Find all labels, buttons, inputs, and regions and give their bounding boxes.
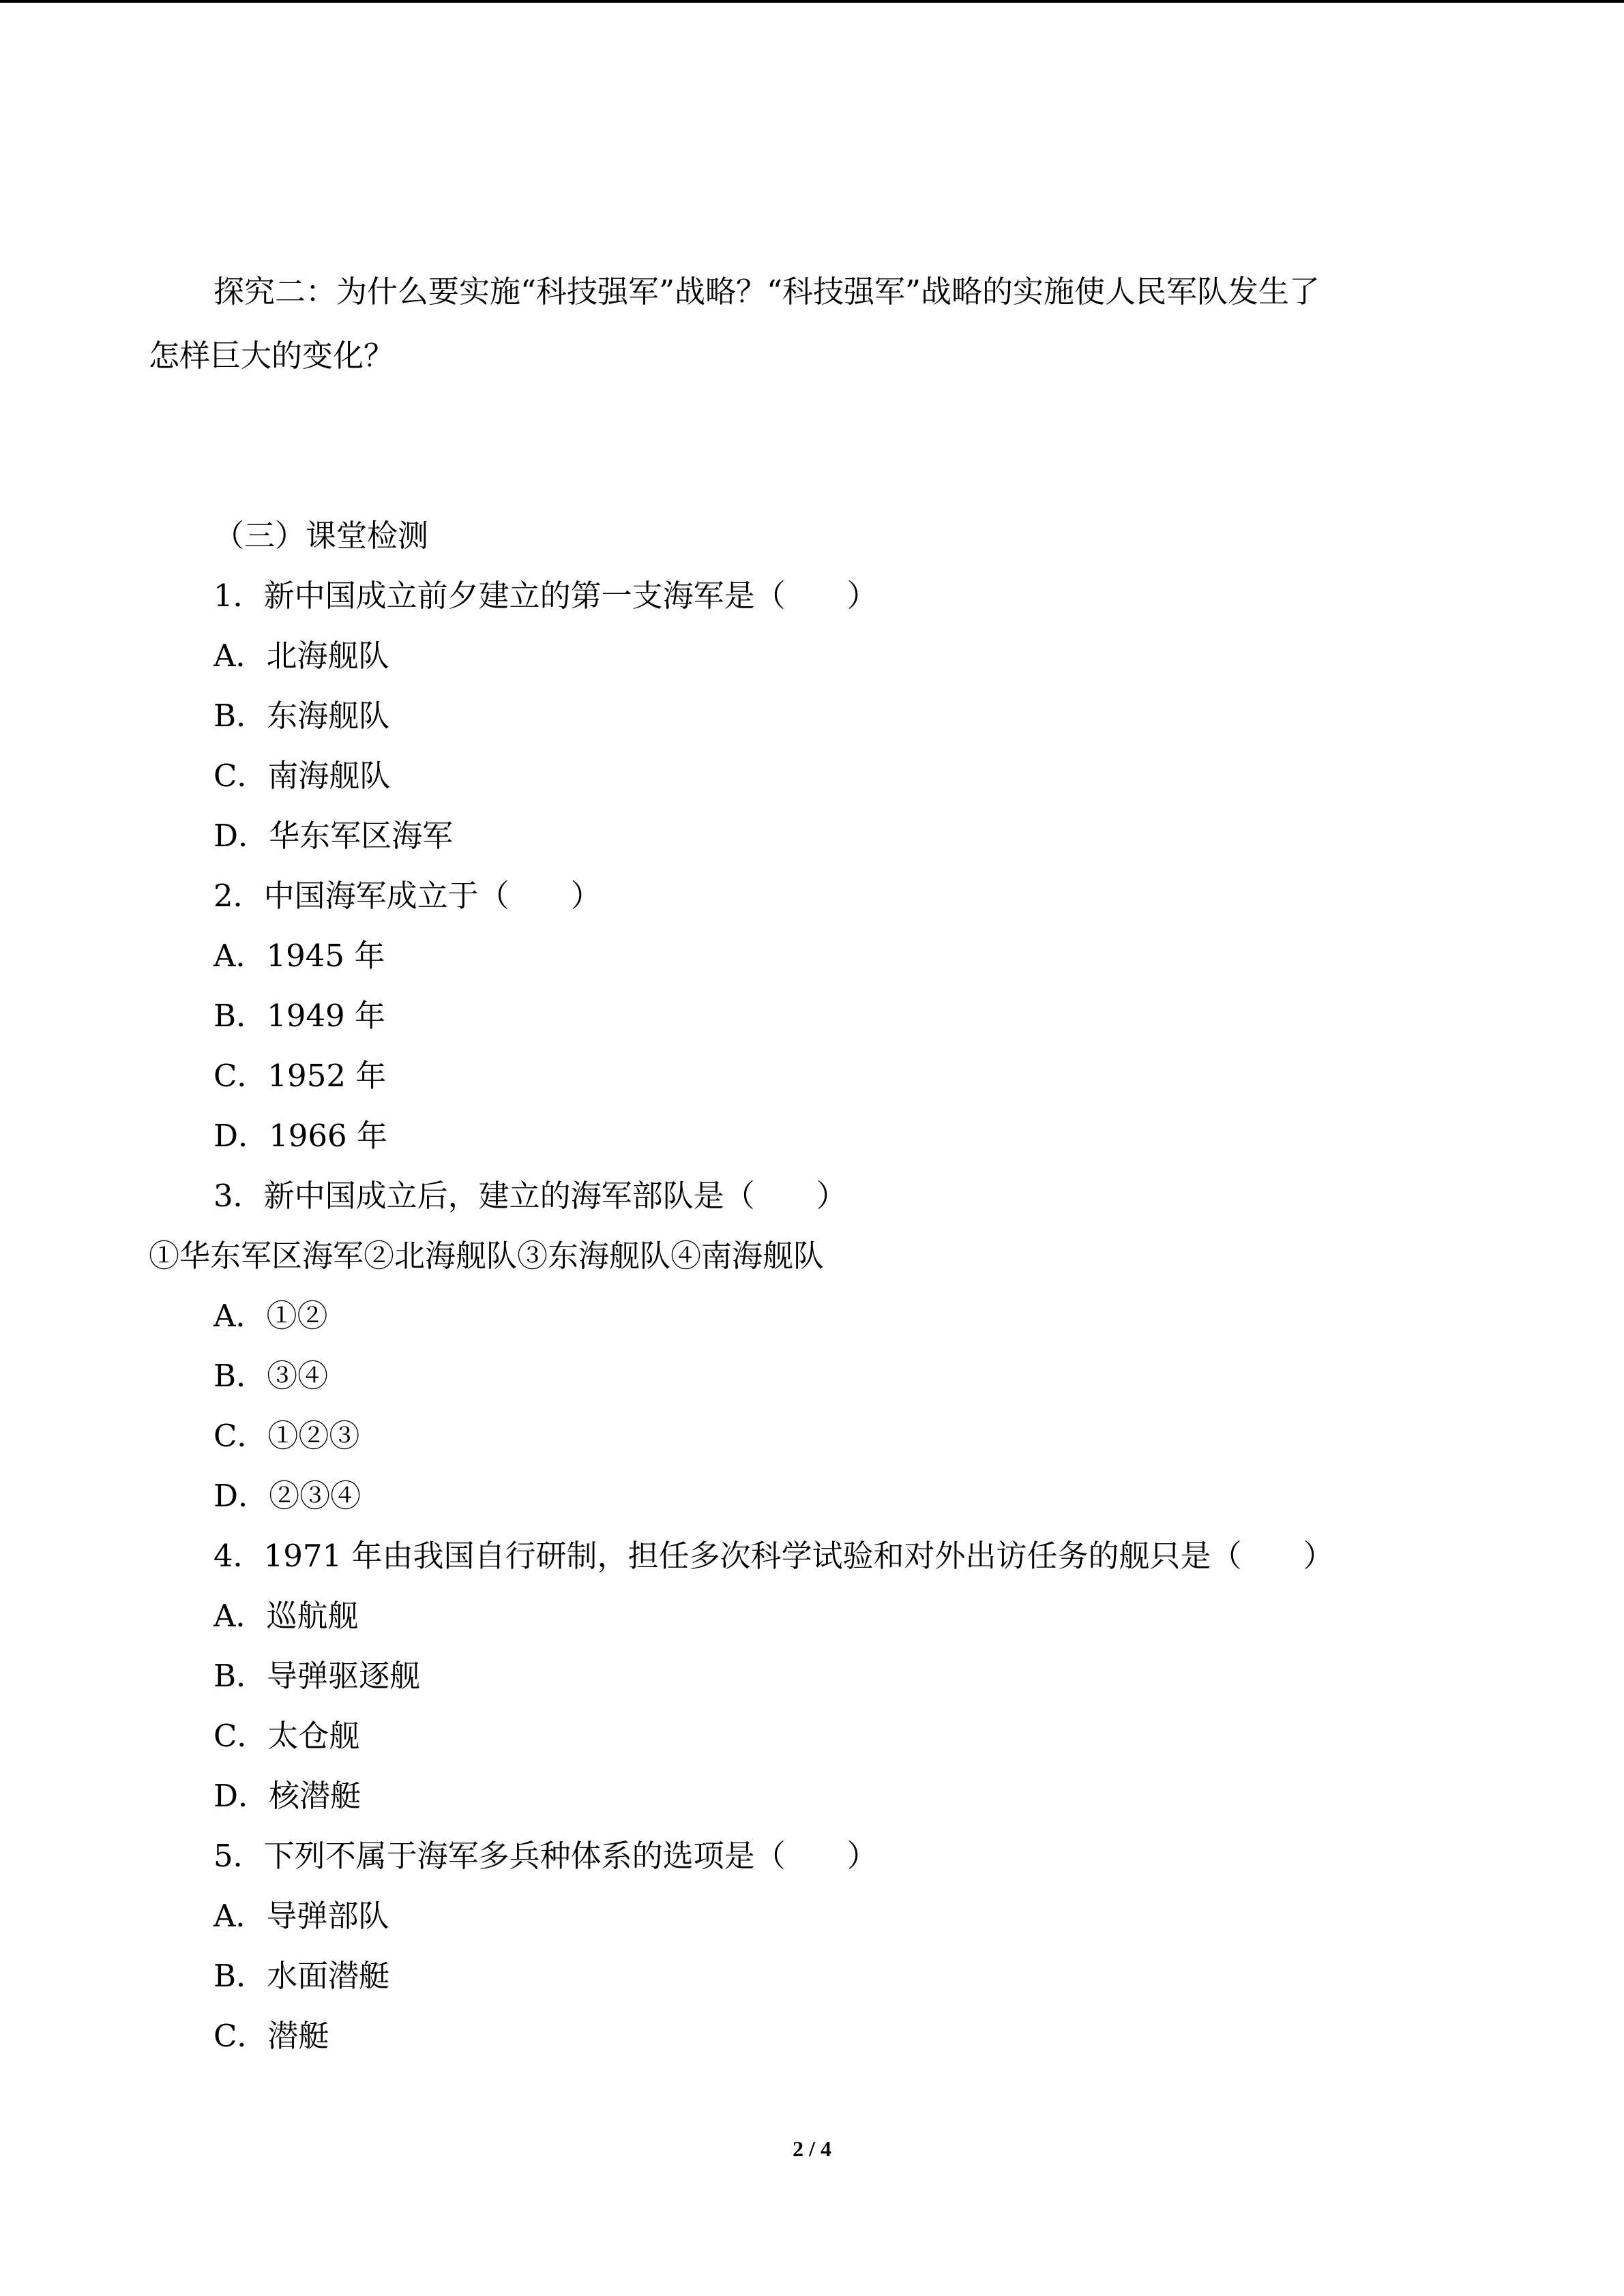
option-b: B．1949 年	[213, 998, 385, 1034]
option-d: D．核潜艇	[213, 1778, 361, 1814]
option-a: A．①②	[213, 1298, 328, 1334]
option-c: C．南海舰队	[213, 758, 391, 794]
question-stem: 5．下列不属于海军多兵种体系的选项是（ ）	[213, 1838, 878, 1874]
option-a: A．导弹部队	[213, 1898, 389, 1934]
option-b: B．导弹驱逐舰	[213, 1658, 421, 1694]
option-c: C．太仓舰	[213, 1718, 360, 1754]
option-a: A．巡航舰	[213, 1598, 359, 1634]
option-c: C．潜艇	[213, 2018, 329, 2054]
page-number: 2 / 4	[793, 2136, 831, 2161]
question-stem: 1．新中国成立前夕建立的第一支海军是（ ）	[213, 578, 878, 614]
explore-question-line-1: 探究二：为什么要实施“科技强军”战略？“科技强军”战略的实施使人民军队发生了	[213, 273, 1320, 310]
option-b: B．③④	[213, 1358, 329, 1394]
question-sub-items: ①华东军区海军②北海舰队③东海舰队④南海舰队	[149, 1238, 825, 1274]
option-d: D．1966 年	[213, 1118, 387, 1154]
option-c: C．1952 年	[213, 1058, 387, 1094]
option-c: C．①②③	[213, 1418, 360, 1454]
explore-question-line-2: 怎样巨大的变化？	[149, 338, 395, 374]
section-title: （三）课堂检测	[213, 518, 429, 554]
option-a: A．北海舰队	[213, 638, 389, 674]
option-b: B．东海舰队	[213, 698, 390, 734]
option-d: D．华东军区海军	[213, 818, 454, 854]
option-b: B．水面潜艇	[213, 1958, 390, 1994]
page-top-border	[0, 0, 1624, 3]
option-a: A．1945 年	[213, 938, 385, 974]
question-stem: 3．新中国成立后，建立的海军部队是（ ）	[213, 1178, 847, 1214]
question-stem: 2．中国海军成立于（ ）	[213, 878, 602, 914]
question-stem: 4．1971 年由我国自行研制，担任多次科学试验和对外出访任务的舰只是（ ）	[213, 1538, 1334, 1574]
option-d: D．②③④	[213, 1478, 361, 1514]
